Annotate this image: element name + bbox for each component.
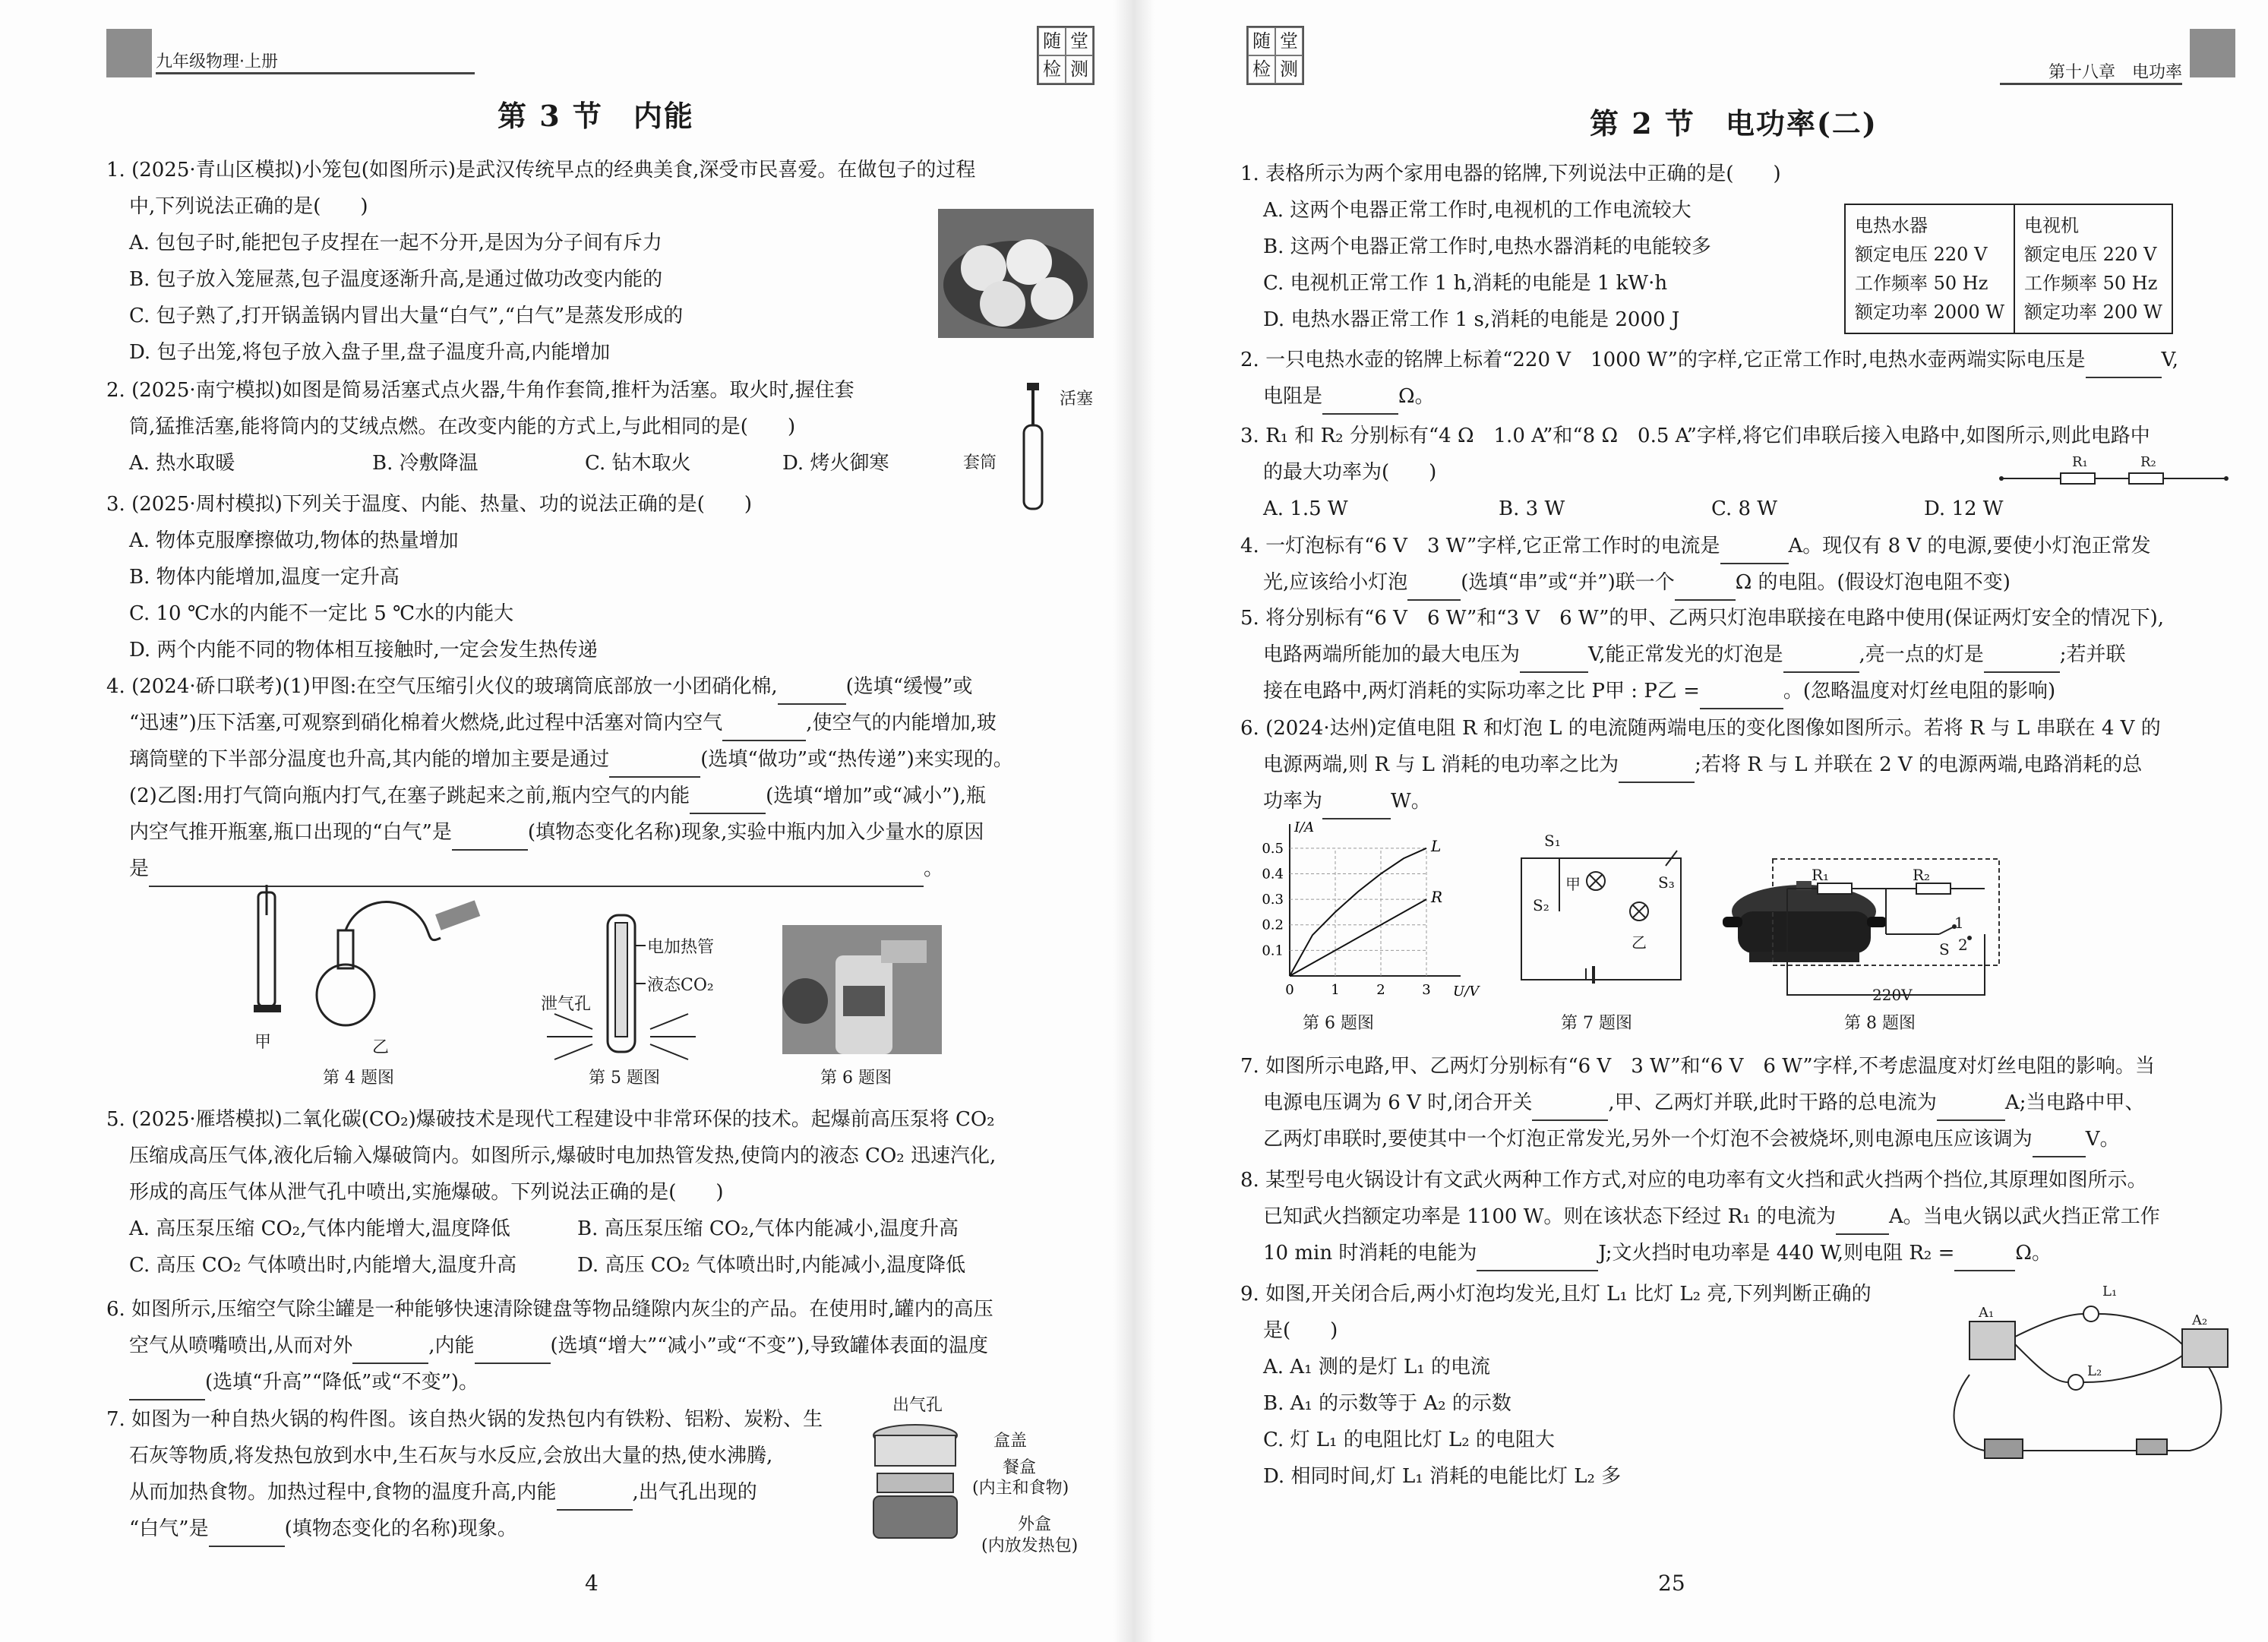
- option-d[interactable]: D. 两个内能不同的物体相互接触时,一定会发生热传递: [129, 639, 598, 662]
- option-a[interactable]: A. 高压泵压缩 CO₂,气体内能增大,温度降低: [129, 1217, 510, 1240]
- page-number: 4: [585, 1571, 599, 1596]
- hotpot-vent-label: 出气孔: [892, 1396, 943, 1415]
- answer-blank[interactable]: [1675, 578, 1736, 601]
- tv-nameplate: 电视机 额定电压 220 V 工作频率 50 Hz 额定功率 200 W: [2014, 204, 2172, 333]
- question-9: 9. 如图,开关闭合后,两小灯泡均发光,且灯 L₁ 比灯 L₂ 亮,下列判断正确的 是( ) A. A₁ 测的是灯 L₁ 的电流 B. A₁ 的示数等于 A₂ 的示数 C. 灯 L₁ 的电阻比灯 L₂ 的电阻大 D. 相同时间,灯 L₁ 消耗的电能比灯 L₂ 多: [1240, 1276, 1924, 1495]
- section-title: 第 3 节 内能: [498, 99, 694, 133]
- question-2: 2. (2025·南宁模拟)如图是简易活塞式点火器,牛角作套筒,推杆为活塞。取火时,握住套 筒,猛推活塞,能将筒内的艾绒点燃。在改变内能的方式上,与此相同的是( ) A. 热水取暖 B. 冷敷降温 C. 钻木取火 D. 烤火御寒: [106, 372, 1003, 482]
- answer-blank[interactable]: [557, 1488, 633, 1511]
- fig4-apparatus: [243, 885, 486, 1037]
- switch-pos1-label: 1: [1954, 914, 1964, 932]
- sleeve-label: 套筒: [963, 453, 997, 472]
- option-a[interactable]: A. 包包子时,能把包子皮捏在一起不分开,是因为分子间有斥力: [129, 232, 662, 254]
- chapter-label: 第十八章 电功率: [2000, 59, 2182, 85]
- y-axis-label: I/A: [1294, 819, 1315, 835]
- option-d[interactable]: D. 12 W: [1924, 497, 2004, 520]
- nameplate-table: [1844, 204, 2173, 334]
- quiz-badge: 随 堂 检 测: [1037, 26, 1095, 85]
- option-a[interactable]: A. A₁ 测的是灯 L₁ 的电流: [1263, 1356, 1490, 1378]
- answer-blank[interactable]: [690, 791, 766, 814]
- vent-label: 泄气孔: [541, 995, 592, 1014]
- series-label-R: R: [1431, 888, 1443, 907]
- fig4-label-jia: 甲: [254, 1033, 272, 1052]
- r2-label: R₂: [2140, 454, 2156, 470]
- y-tick-label: 0.1: [1262, 943, 1284, 959]
- iv-chart: [1256, 819, 1480, 1006]
- option-b[interactable]: B. 冷敷降温: [372, 452, 479, 475]
- steamed-buns-photo: [938, 209, 1094, 338]
- answer-blank[interactable]: [1532, 1098, 1608, 1121]
- lamp-yi-label: 乙: [1632, 933, 1647, 952]
- option-b[interactable]: B. 3 W: [1499, 497, 1565, 520]
- answer-blank[interactable]: [1520, 650, 1588, 673]
- series-label-L: L: [1431, 836, 1442, 855]
- header-tab: [106, 29, 152, 77]
- question-5: 5. (2025·雁塔模拟)二氧化碳(CO₂)爆破技术是现代工程建设中非常环保的技术。起爆前高压泵将 CO₂ 压缩成高压气体,液化后输入爆破筒内。如图所示,爆破时电加热管发热,使筒内的液态 CO₂ 迅速汽化, 形成的高压气体从泄气孔中喷出,实施爆破。下列说法正确的是( ) A. 高压泵压缩 CO₂,气体内能增大,温度降低 B. 高压泵压缩 CO₂,气体内能减小,温度升高 C. 高压 CO₂ 气体喷出时,内能增大,温度升高 D. 高压 CO₂ 气体喷出时,内能减小,温度降低: [106, 1101, 1117, 1284]
- answer-blank[interactable]: [452, 828, 528, 851]
- answer-blank[interactable]: [352, 1341, 428, 1364]
- fig8-caption: 第 8 题图: [1844, 1014, 1916, 1033]
- right-page: [1134, 0, 2268, 1642]
- y-tick-label: 0.4: [1262, 866, 1284, 883]
- liquid-co2-label: 液态CO₂: [647, 976, 714, 995]
- piston-label: 活塞: [1060, 390, 1094, 409]
- option-c[interactable]: C. 灯 L₁ 的电阻比灯 L₂ 的电阻大: [1263, 1429, 1555, 1451]
- s2-label: S₂: [1533, 896, 1549, 914]
- option-b[interactable]: B. 包子放入笼屉蒸,包子温度逐渐升高,是通过做功改变内能的: [129, 268, 663, 291]
- y-tick-label: 0.3: [1262, 892, 1284, 908]
- section-title: 第 2 节 电功率(二): [1590, 106, 1878, 141]
- answer-blank[interactable]: [1783, 650, 1859, 673]
- switch-label: S: [1939, 940, 1950, 958]
- water-heater-nameplate: 电热水器 额定电压 220 V 工作频率 50 Hz 额定功率 2000 W: [1845, 204, 2014, 333]
- question-4: 4. 一灯泡标有“6 V 3 W”字样,它正常工作时的电流是 A。现仅有 8 V 的电源,要使小灯泡正常发 光,应该给小灯泡 (选填“串”或“并”)联一个 Ω 的电阻。(假设灯泡电阻不变): [1240, 528, 2243, 601]
- r2-label: R₂: [1913, 866, 1931, 884]
- s1-label: S₁: [1544, 832, 1561, 850]
- question-6: 6. (2024·达州)定值电阻 R 和灯泡 L 的电流随两端电压的变化图像如图所示。若将 R 与 L 串联在 4 V 的 电源两端,则 R 与 L 消耗的电功率之比为 ;若将 R 与 L 并联在 2 V 的电源两端,电路消耗的总 功率为 W。: [1240, 710, 2251, 819]
- series-resistors-figure: [2000, 463, 2228, 486]
- fig5-caption: 第 5 题图: [589, 1069, 660, 1088]
- header-tab: [2190, 29, 2235, 77]
- inner-box-note: (内主和食物): [972, 1479, 1069, 1498]
- answer-blank[interactable]: [209, 1524, 285, 1547]
- fig6-caption: 第 6 题图: [1303, 1014, 1374, 1033]
- answer-blank[interactable]: [475, 1341, 551, 1364]
- answer-blank[interactable]: [1954, 1249, 2015, 1271]
- answer-blank[interactable]: [1984, 650, 2060, 673]
- s3-label: S₃: [1658, 873, 1675, 892]
- question-2: 2. 一只电热水壶的铭牌上标着“220 V 1000 W”的字样,它正常工作时,电热水壶两端实际电压是 V, 电阻是 Ω。: [1240, 342, 2243, 415]
- a1-label: A₁: [1979, 1305, 1995, 1321]
- fig4-caption: 第 4 题图: [323, 1069, 394, 1088]
- l1-label: L₁: [2102, 1284, 2118, 1299]
- option-c[interactable]: C. 10 ℃水的内能不一定比 5 ℃水的内能大: [129, 602, 514, 625]
- switch-pos2-label: 2: [1958, 936, 1968, 954]
- answer-blank[interactable]: [129, 1378, 205, 1400]
- question-8: 8. 某型号电火锅设计有文武火两种工作方式,对应的电功率有文火挡和武火挡两个挡位,其原理如图所示。 已知武火挡额定功率是 1100 W。则在该状态下经过 R₁ 的电流为 A。当电火锅以武火挡正常工作 10 min 时消耗的电能为 J;文火挡时电功率是 440 W,则电阻 R₂ = Ω。: [1240, 1162, 2251, 1271]
- option-d[interactable]: D. 高压 CO₂ 气体喷出时,内能减小,温度降低: [577, 1254, 966, 1277]
- piston-igniter-figure: [1010, 380, 1063, 516]
- answer-blank[interactable]: [1720, 542, 1789, 564]
- question-7: 7. 如图为一种自热火锅的构件图。该自热火锅的发热包内有铁粉、铝粉、炭粉、生 石灰等物质,将发热包放到水中,生石灰与水反应,会放出大量的热,使水沸腾, 从而加热食物。加热过程中,食物的温度升高,内能 ,出气孔出现的 “白气”是 (填物态变化的名称)现象。: [106, 1401, 866, 1547]
- answer-blank[interactable]: [609, 755, 700, 778]
- self-heating-hotpot-figure: [866, 1420, 965, 1542]
- page-number: 25: [1658, 1571, 1685, 1596]
- y-tick-label: 0.5: [1262, 840, 1284, 857]
- outer-box-label: 外盒: [1018, 1515, 1052, 1534]
- answer-blank[interactable]: [2033, 1135, 2086, 1157]
- answer-blank[interactable]: [778, 682, 846, 705]
- question-1: 1. 表格所示为两个家用电器的铭牌,下列说法中正确的是( ) A. 这两个电器正常工作时,电视机的工作电流较大 B. 这两个电器正常工作时,电热水器消耗的电能较多 C. 电视机正常工作 1 h,消耗的电能是 1 kW·h D. 电热水器正常工作 1 s,消耗的电能是 2000 J: [1240, 156, 1848, 338]
- option-c[interactable]: C. 电视机正常工作 1 h,消耗的电能是 1 kW·h: [1263, 272, 1668, 295]
- question-7: 7. 如图所示电路,甲、乙两灯分别标有“6 V 3 W”和“6 V 6 W”字样,不考虑温度对灯丝电阻的影响。当 电源电压调为 6 V 时,闭合开关 ,甲、乙两灯并联,此时干路的总电流为 A;当电路中甲、 乙两灯串联时,要使其中一个灯泡正常发光,另外一个灯泡不会被烧坏,则电源电压应该调为 V。: [1240, 1048, 2251, 1157]
- question-5: 5. 将分别标有“6 V 6 W”和“3 V 6 W”的甲、乙两只灯泡串联接在电路中使用(保证两灯安全的情况下), 电路两端所能加的最大电压为 V,能正常发光的灯泡是 ,亮一点的灯是 ;若并联 接在电路中,两灯消耗的实际功率之比 P甲 : P乙 = 。(忽略温度对灯丝电阻的影响): [1240, 600, 2251, 709]
- x-tick-label: 0: [1285, 982, 1294, 998]
- option-b[interactable]: B. 高压泵压缩 CO₂,气体内能减小,温度升高: [577, 1217, 959, 1240]
- y-tick-label: 0.2: [1262, 917, 1284, 933]
- x-tick-label: 3: [1422, 982, 1431, 998]
- air-duster-photo: [782, 925, 942, 1054]
- fig4-label-yi: 乙: [372, 1038, 390, 1057]
- answer-blank[interactable]: [1322, 797, 1391, 819]
- option-c[interactable]: C. 高压 CO₂ 气体喷出时,内能增大,温度升高: [129, 1254, 517, 1277]
- l2-label: L₂: [2087, 1363, 2102, 1379]
- series-line-L: [1290, 848, 1426, 976]
- r1-label: R₁: [2072, 454, 2088, 470]
- option-a[interactable]: A. 1.5 W: [1263, 497, 1348, 520]
- heater-label: 电加热管: [647, 938, 715, 957]
- a2-label: A₂: [2192, 1312, 2208, 1328]
- option-b[interactable]: B. 物体内能增加,温度一定升高: [129, 566, 400, 589]
- option-d[interactable]: D. 包子出笼,将包子放入盘子里,盘子温度升高,内能增加: [129, 341, 611, 364]
- x-tick-label: 1: [1331, 982, 1340, 998]
- option-b[interactable]: B. 这两个电器正常工作时,电热水器消耗的电能较多: [1263, 235, 1711, 258]
- answer-blank[interactable]: [1619, 760, 1695, 783]
- answer-blank[interactable]: [1477, 1249, 1598, 1271]
- inner-box-label: 餐盒: [1003, 1458, 1037, 1477]
- outer-box-note: (内放发热包): [981, 1536, 1079, 1555]
- option-a[interactable]: A. 物体克服摩擦做功,物体的热量增加: [129, 529, 459, 552]
- r1-label: R₁: [1812, 866, 1830, 884]
- answer-blank[interactable]: [1700, 687, 1783, 709]
- option-a[interactable]: A. 这两个电器正常工作时,电视机的工作电流较大: [1263, 199, 1692, 222]
- question-1: 1. (2025·青山区模拟)小笼包(如图所示)是武汉传统早点的经典美食,深受市民喜爱。在做包子的过程 中,下列说法正确的是( ) A. 包包子时,能把包子皮捏在一起不分开,是因为分子间有斥力 B. 包子放入笼屉蒸,包子温度逐渐升高,是通过做功改变内能的 C. 包子熟了,打开锅盖锅内冒出大量“白气”,“白气”是蒸发形成的 D. 包子出笼,将包子放入盘子里,盘子温度升高,内能增加: [106, 152, 1101, 371]
- lid-label: 盒盖: [993, 1432, 1028, 1451]
- option-c[interactable]: C. 8 W: [1711, 497, 1778, 520]
- voltage-label: 220V: [1872, 986, 1913, 1004]
- option-d[interactable]: D. 相同时间,灯 L₁ 消耗的电能比灯 L₂ 多: [1263, 1465, 1622, 1488]
- option-d[interactable]: D. 电热水器正常工作 1 s,消耗的电能是 2000 J: [1263, 308, 1680, 331]
- question-3: 3. R₁ 和 R₂ 分别标有“4 Ω 1.0 A”和“8 Ω 0.5 A”字样,将它们串联后接入电路中,如图所示,则此电路中 的最大功率为( ) A. 1.5 W B. 3 W C. 8 W D. 12 W: [1240, 418, 2243, 527]
- answer-blank[interactable]: [1937, 1098, 2005, 1121]
- fig6-caption: 第 6 题图: [820, 1069, 892, 1088]
- answer-blank[interactable]: [1836, 1212, 1889, 1235]
- lamp-jia-label: 甲: [1565, 875, 1581, 893]
- fig7-caption: 第 7 题图: [1561, 1014, 1632, 1033]
- question-6: 6. 如图所示,压缩空气除尘罐是一种能够快速清除键盘等物品缝隙内灰尘的产品。在使用时,罐内的高压 空气从喷嘴喷出,从而对外 ,内能 (选填“增大”“减小”或“不变”),导致罐体表面的温度 (选填“升高”“降低”或“不变”)。: [106, 1291, 1117, 1400]
- answer-blank[interactable]: [722, 718, 806, 741]
- option-c[interactable]: C. 钻木取火: [585, 452, 691, 475]
- question-3: 3. (2025·周村模拟)下列关于温度、内能、热量、功的说法正确的是( ) A. 物体克服摩擦做功,物体的热量增加 B. 物体内能增加,温度一定升高 C. 10 ℃水的内能不一定比 5 ℃水的内能大 D. 两个内能不同的物体相互接触时,一定会发生热传递: [106, 486, 1003, 668]
- answer-blank[interactable]: [149, 864, 924, 887]
- option-a[interactable]: A. 热水取暖: [129, 452, 235, 475]
- answer-blank[interactable]: [1407, 578, 1461, 601]
- answer-blank[interactable]: [2086, 355, 2162, 378]
- answer-blank[interactable]: [1322, 392, 1398, 415]
- option-d[interactable]: D. 烤火御寒: [782, 452, 889, 475]
- question-4: 4. (2024·硚口联考)(1)甲图:在空气压缩引火仪的玻璃筒底部放一小团硝化棉, (选填“缓慢”或 “迅速”)压下活塞,可观察到硝化棉着火燃烧,此过程中活塞对筒内空气 ,使空气的内能增加,玻 璃筒壁的下半部分温度也升高,其内能的增加主要是通过 (选填“做功”或“热传递”)来实现的。 (2)乙图:用打气筒向瓶内打气,在塞子跳起来之前,瓶内空气的内能 (选填“增加”或“减小”),瓶 内空气推开瓶塞,瓶口出现的“白气”是 (填物态变化名称)现象,实验中瓶内加入少量水的原因 是 。: [106, 668, 1117, 887]
- option-b[interactable]: B. A₁ 的示数等于 A₂ 的示数: [1263, 1392, 1511, 1415]
- x-axis-label: U/V: [1453, 984, 1480, 999]
- option-c[interactable]: C. 包子熟了,打开锅盖锅内冒出大量“白气”,“白气”是蒸发形成的: [129, 305, 684, 327]
- x-tick-label: 2: [1376, 982, 1385, 998]
- book-label: 九年级物理·上册: [156, 49, 475, 74]
- quiz-badge: 随 堂 检 测: [1246, 26, 1304, 85]
